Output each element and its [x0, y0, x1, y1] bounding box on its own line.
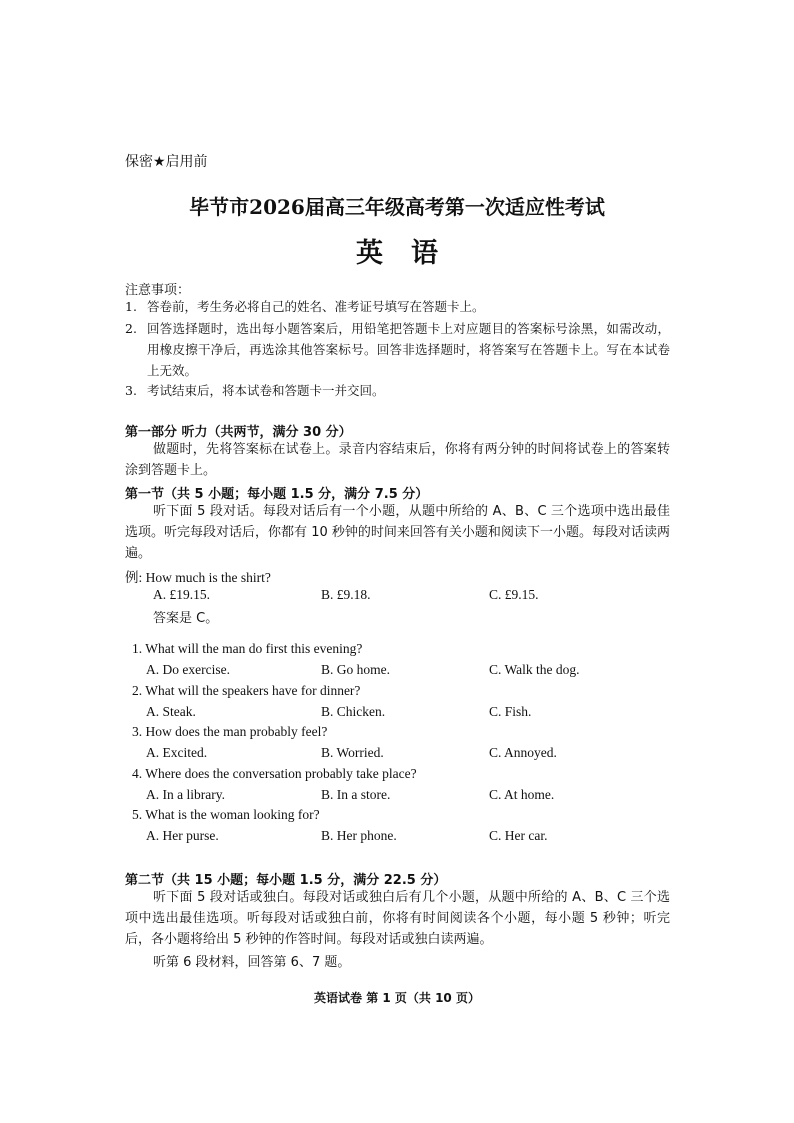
q4-option-c: C. At home. [489, 787, 555, 802]
q1-option-b: B. Go home. [321, 662, 390, 677]
note-number: 1. [125, 299, 137, 314]
question-5: 5. What is the woman looking for? [132, 807, 320, 822]
q3-option-b: B. Worried. [321, 745, 384, 760]
q1-option-c: C. Walk the dog. [489, 662, 580, 677]
exam-title: 毕节市2026届高三年级高考第一次适应性考试 [189, 195, 605, 219]
question-2: 2. What will the speakers have for dinner? [132, 683, 361, 698]
part1-intro: 做题时，先将答案标在试卷上。录音内容结束后，你将有两分钟的时间将试卷上的答案转涂到答题卡上。 [125, 442, 670, 478]
example-answer: 答案是 C。 [153, 611, 219, 626]
section2-heading: 第二节（共 15 小题；每小题 1.5 分，满分 22.5 分） [125, 873, 447, 888]
q3-option-a: A. Excited. [146, 745, 208, 760]
section1-intro: 听下面 5 段对话。每段对话后有一个小题，从题中所给的 A、B、C 三个选项中选出最佳选项。听完每段对话后，你都有 10 秒钟的时间来回答有关小题和阅读下一小题。每段对话读两遍。 [125, 504, 670, 561]
question-1: 1. What will the man do first this evening? [132, 641, 363, 656]
note-number: 2. [125, 321, 137, 336]
q1-option-a: A. Do exercise. [146, 662, 230, 677]
q5-option-a: A. Her purse. [146, 828, 219, 843]
page-footer: 英语试卷 第 1 页（共 10 页） [314, 991, 480, 1005]
note-number: 3. [125, 383, 137, 398]
q5-option-c: C. Her car. [489, 828, 548, 843]
notes-heading: 注意事项： [125, 283, 191, 298]
part1-heading: 第一部分 听力（共两节，满分 30 分） [125, 425, 352, 440]
example-question: 例: How much is the shirt? [125, 570, 271, 585]
q2-option-b: B. Chicken. [321, 704, 386, 719]
confidential-label: 保密★启用前 [125, 154, 208, 170]
section1-heading: 第一节（共 5 小题；每小题 1.5 分，满分 7.5 分） [125, 487, 429, 502]
example-option-c: C. £9.15. [489, 587, 539, 602]
q5-option-b: B. Her phone. [321, 828, 397, 843]
note-text: 回答选择题时，选出每小题答案后，用铅笔把答题卡上对应题目的答案标号涂黑，如需改动，用橡皮擦干净后，再选涂其他答案标号。回答非选择题时，将答案写在答题卡上。写在本试卷上无效。 [147, 321, 670, 378]
q2-option-c: C. Fish. [489, 704, 532, 719]
question-4: 4. Where does the conversation probably take place? [132, 766, 417, 781]
q4-option-b: B. In a store. [321, 787, 391, 802]
section2-instruction: 听第 6 段材料，回答第 6、7 题。 [153, 955, 351, 970]
question-3: 3. How does the man probably feel? [132, 724, 328, 739]
q3-option-c: C. Annoyed. [489, 745, 557, 760]
example-option-b: B. £9.18. [321, 587, 371, 602]
example-option-a: A. £19.15. [153, 587, 210, 602]
note-text: 答卷前，考生务必将自己的姓名、准考证号填写在答题卡上。 [147, 299, 485, 314]
note-text: 考试结束后，将本试卷和答题卡一并交回。 [147, 383, 385, 398]
q2-option-a: A. Steak. [146, 704, 196, 719]
section2-intro: 听下面 5 段对话或独白。每段对话或独白后有几个小题，从题中所给的 A、B、C 三个选项中选出最佳选项。听每段对话或独白前，你将有时间阅读各个小题，每小题 5 秒钟；听完后，各小题将给出 5 秒钟的作答时间。每段对话或独白读两遍。 [125, 890, 670, 947]
q4-option-a: A. In a library. [146, 787, 225, 802]
subject-title: 英语 [356, 238, 466, 269]
